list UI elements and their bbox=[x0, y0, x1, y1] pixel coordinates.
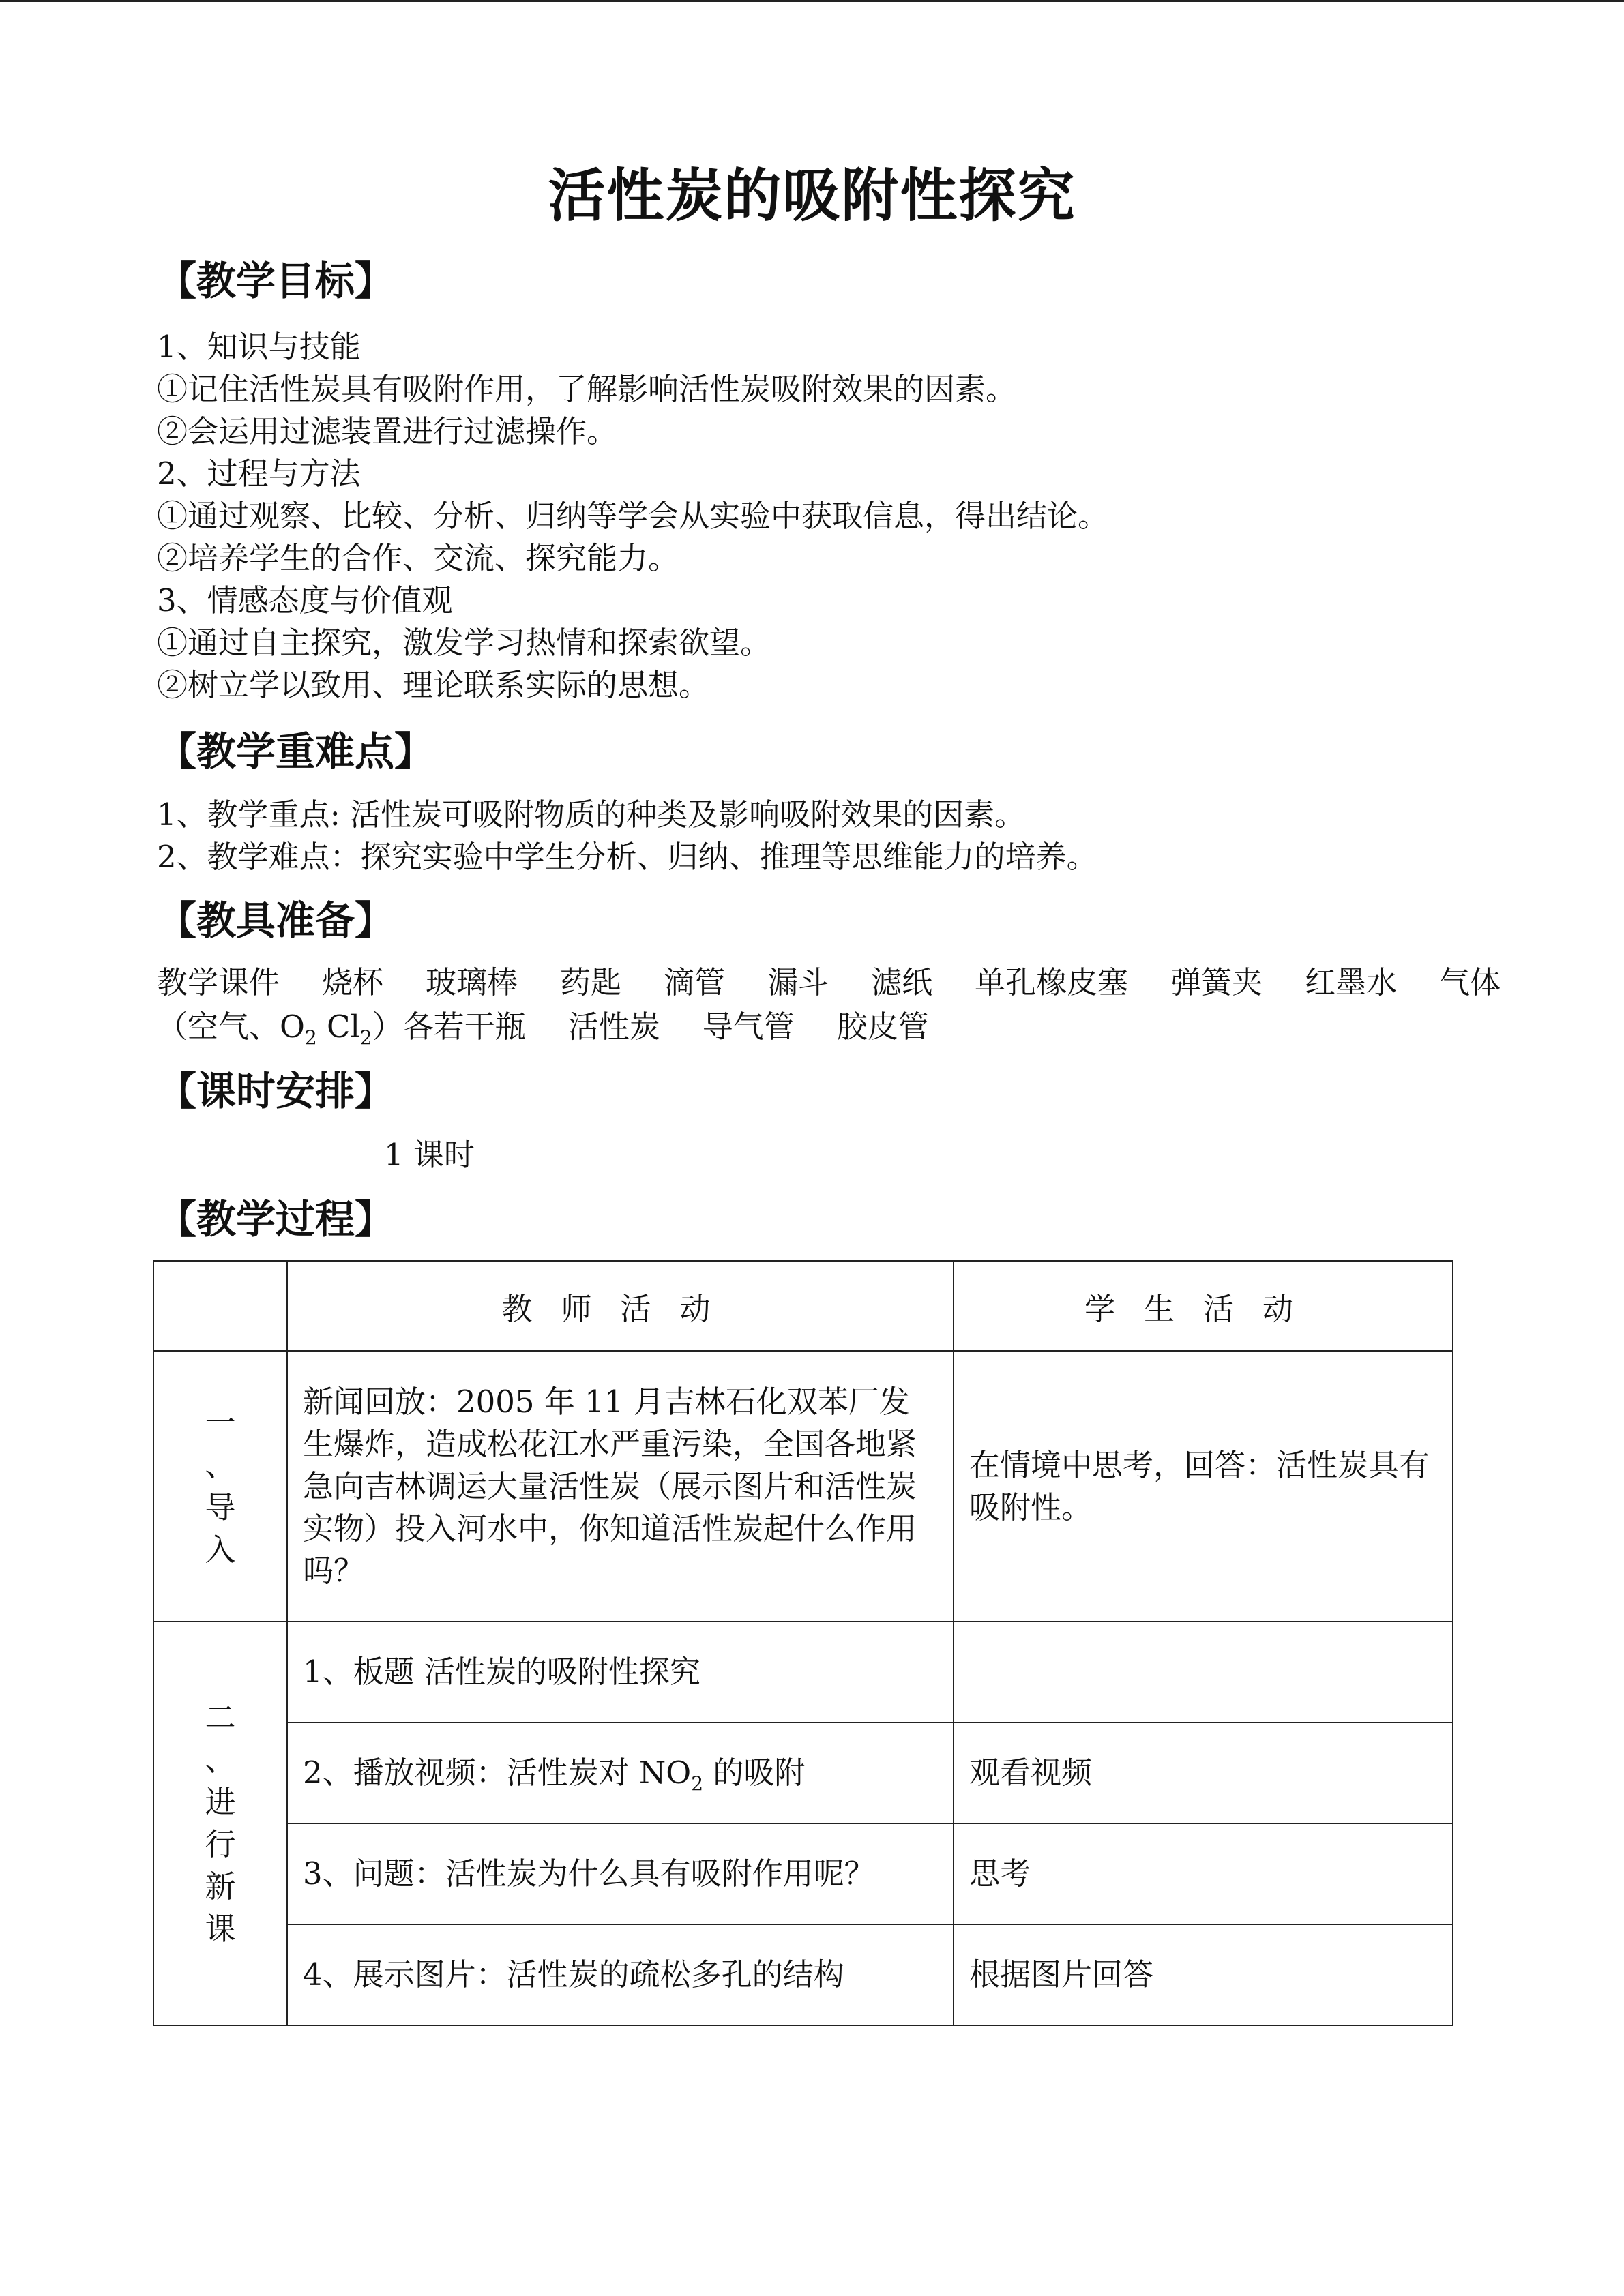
equipment-list-row bbox=[157, 961, 1501, 1004]
teaching-process-table bbox=[153, 1260, 1453, 2026]
objective-line: ①记住活性炭具有吸附作用，了解影响活性炭吸附效果的因素。 bbox=[157, 371, 1017, 407]
equipment-item: 单孔橡皮塞 bbox=[975, 964, 1129, 1000]
process-heading: 【教学过程】 bbox=[157, 1196, 395, 1242]
schedule-value: 1 课时 bbox=[384, 1137, 475, 1173]
equipment-item: 药匙 bbox=[560, 964, 622, 1000]
equipment-item: 烧杯 bbox=[322, 964, 384, 1000]
objective-line: ②培养学生的合作、交流、探究能力。 bbox=[157, 540, 679, 576]
schedule-heading: 【课时安排】 bbox=[157, 1068, 395, 1114]
equipment-item: 滤纸 bbox=[871, 964, 933, 1000]
objective-line: ①通过观察、比较、分析、归纳等学会从实验中获取信息，得出结论。 bbox=[157, 498, 1109, 534]
objective-line: ②会运用过滤装置进行过滤操作。 bbox=[157, 413, 618, 449]
equipment-item: 弹簧夹 bbox=[1170, 964, 1263, 1000]
objective-line: 1、知识与技能 bbox=[157, 329, 361, 365]
objective-line: 2、过程与方法 bbox=[157, 456, 361, 492]
teacher-activity-cell: 3、问题：活性炭为什么具有吸附作用呢？ bbox=[287, 1823, 954, 1924]
teacher-activity-cell: 1、板题 活性炭的吸附性探究 bbox=[287, 1622, 954, 1723]
student-activity-cell bbox=[954, 1622, 1453, 1723]
table-header-row bbox=[153, 1261, 1453, 1351]
page-title: 活性炭的吸附性探究 bbox=[548, 162, 1076, 229]
teacher-activity-cell: 4、展示图片：活性炭的疏松多孔的结构 bbox=[287, 1924, 954, 2025]
student-activity-cell: 观看视频 bbox=[954, 1723, 1453, 1823]
equipment-item: 导气管 bbox=[702, 1009, 795, 1045]
equipment-item: 漏斗 bbox=[767, 964, 829, 1000]
equipment-gases: （空气、$O_2$ $Cl_2$）各若干瓶 bbox=[157, 1009, 526, 1049]
table-row bbox=[153, 1723, 1453, 1823]
objectives-heading: 【教学目标】 bbox=[157, 258, 395, 304]
objective-line: ②树立学以致用、理论联系实际的思想。 bbox=[157, 667, 710, 703]
table-row bbox=[153, 1823, 1453, 1924]
header-empty-cell bbox=[153, 1261, 287, 1351]
key-point-line: 1、教学重点: 活性炭可吸附物质的种类及影响吸附效果的因素。 bbox=[157, 796, 1026, 833]
section-label-new-lesson: 二 、 进 行 新 课 bbox=[153, 1622, 287, 2025]
student-activity-cell: 根据图片回答 bbox=[954, 1924, 1453, 2025]
student-activity-cell: 在情境中思考，回答：活性炭具有吸附性。 bbox=[954, 1351, 1453, 1622]
objective-line: 3、情感态度与价值观 bbox=[157, 582, 453, 618]
student-activity-cell: 思考 bbox=[954, 1823, 1453, 1924]
key-point-line: 2、教学难点：探究实验中学生分析、归纳、推理等思维能力的培养。 bbox=[157, 839, 1097, 875]
teacher-activity-cell: 2、播放视频：活性炭对 $NO_2$ 的吸附 bbox=[287, 1723, 954, 1823]
equipment-item: 活性炭 bbox=[567, 1009, 660, 1045]
equipment-heading: 【教具准备】 bbox=[157, 897, 395, 944]
table-row bbox=[153, 1924, 1453, 2025]
equipment-item: 胶皮管 bbox=[836, 1009, 929, 1045]
equipment-list-row bbox=[157, 1006, 929, 1048]
equipment-item: 红墨水 bbox=[1305, 964, 1398, 1000]
table-row bbox=[153, 1351, 1453, 1622]
equipment-item: 教学课件 bbox=[157, 964, 280, 1000]
teacher-activity-cell: 新闻回放：2005 年 11 月吉林石化双苯厂发生爆炸，造成松花江水严重污染，全国各地紧急向吉林调运大量活性炭（展示图片和活性炭实物）投入河水中，你知道活性炭起什么作用吗？ bbox=[287, 1351, 954, 1622]
objective-line: ①通过自主探究，激发学习热情和探索欲望。 bbox=[157, 625, 771, 661]
key-points-heading: 【教学重难点】 bbox=[157, 728, 434, 775]
section-label-intro: 一 、 导 入 bbox=[153, 1351, 287, 1622]
header-student-activity: 学生活动 bbox=[954, 1261, 1453, 1351]
equipment-item: 滴管 bbox=[664, 964, 726, 1000]
equipment-item: 玻璃棒 bbox=[426, 964, 518, 1000]
equipment-item: 气体 bbox=[1439, 964, 1501, 1000]
top-border-rule bbox=[0, 0, 1624, 2]
table-row bbox=[153, 1622, 1453, 1723]
header-teacher-activity: 教师活动 bbox=[287, 1261, 954, 1351]
